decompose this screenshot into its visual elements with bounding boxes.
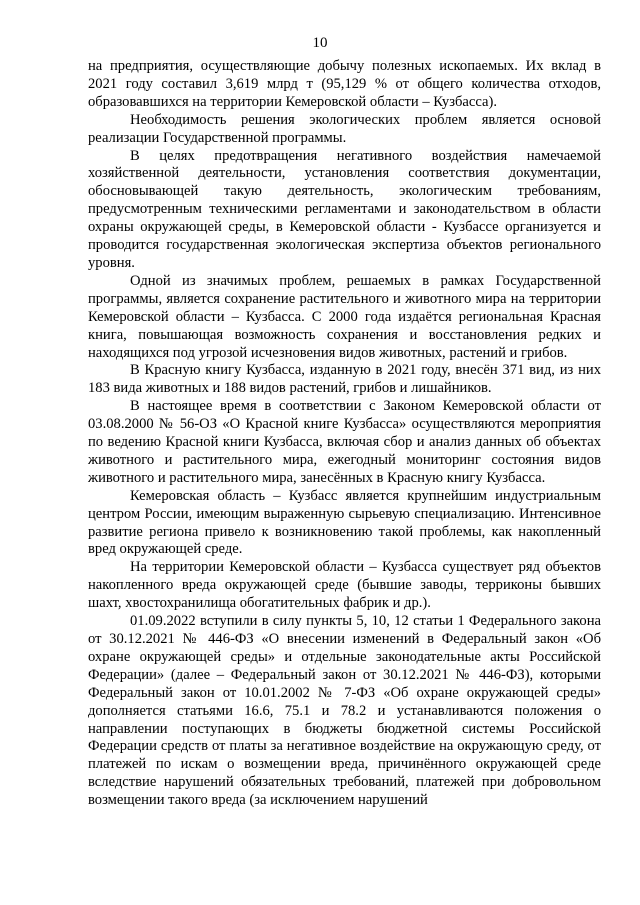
paragraph: В целях предотвращения негативного воздействия намечаемой хозяйственной деятельности, установления соответствия документации, обосновывающей такую деятельность, экологическим требованиям, предусмотренным техническими регламентами и законодательством в области охраны окружающей среды, в Кемеровской области - Кузбассе организуется и проводится государственная экологическая экспертиза объектов регионального уровня.	[88, 147, 601, 271]
paragraph: Необходимость решения экологических проблем является основой реализации Государственной программы.	[88, 111, 601, 146]
paragraph: Одной из значимых проблем, решаемых в рамках Государственной программы, является сохранение растительного и животного мира на территории Кемеровской области – Кузбасса. С 2000 года издаётся региональная Красная книга, повышающая возможность сохранения и восстановления редких и находящихся под угрозой исчезновения видов животных, растений и грибов.	[88, 272, 601, 361]
paragraph-continued: на предприятия, осуществляющие добычу полезных ископаемых. Их вклад в 2021 году составил 3,619 млрд т (95,129 % от общего количества отходов, образовавшихся на территории Кемеровской области – Кузбасса).	[88, 58, 601, 110]
paragraph: Кемеровская область – Кузбасс является крупнейшим индустриальным центром России, имеющим выраженную сырьевую специализацию. Интенсивное развитие региона привело к возникновению такой проблемы, как накопленный вред окружающей среде.	[88, 487, 601, 558]
page-number: 10	[312, 35, 328, 51]
paragraph: На территории Кемеровской области – Кузбасса существует ряд объектов накопленного вреда окружающей среде (бывшие заводы, терриконы бывших шахт, хвостохранилища обогатительных фабрик и др.).	[88, 559, 601, 612]
paragraph: В настоящее время в соответствии с Законом Кемеровской области от 03.08.2000 № 56-ОЗ «О Красной книге Кузбасса» осуществляются мероприятия по ведению Красной книги Кузбасса, включая сбор и анализ данных об объектах животного и растительного мира, ежегодный мониторинг состояния видов животного и растительного мира, занесённых в Красную книгу Кузбасса.	[88, 398, 601, 486]
paragraph: В Красную книгу Кузбасса, изданную в 2021 году, внесён 371 вид, из них 183 вида животных и 188 видов растений, грибов и лишайников.	[88, 362, 601, 397]
document-body	[88, 58, 601, 810]
paragraph: 01.09.2022 вступили в силу пункты 5, 10, 12 статьи 1 Федерального закона от 30.12.2021 № 446-ФЗ «О внесении изменений в Федеральный закон «Об охране окружающей среды» и отдельные законодательные акты Российской Федерации» (далее – Федеральный закон от 30.12.2021 № 446-ФЗ), которыми Федеральный закон от 10.01.2002 № 7-ФЗ «Об охране окружающей среды» дополняется статьями 16.6, 75.1 и 78.2 и устанавливаются положения о направлении поступающих в бюджеты бюджетной системы Российской Федерации средств от платы за негативное воздействие на окружающую среду, от платежей по искам о возмещении вреда, причинённого окружающей среде вследствие нарушений обязательных требований, платежей при добровольном возмещении такого вреда (за исключением нарушений	[88, 613, 601, 809]
